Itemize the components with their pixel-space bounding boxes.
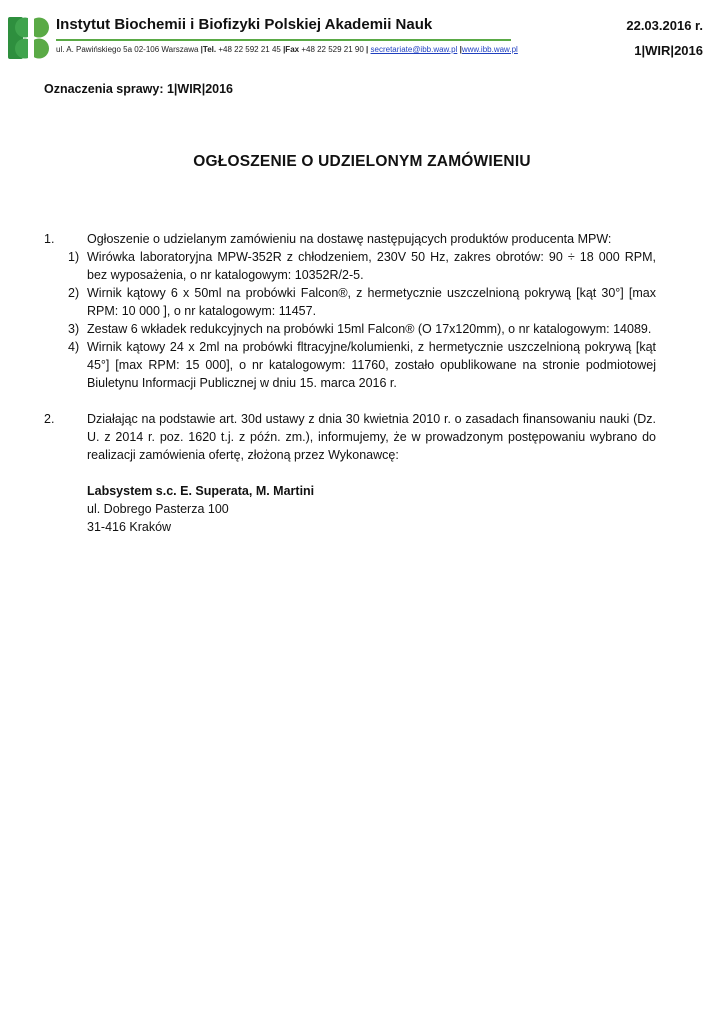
section-2-text: Działając na podstawie art. 30d ustawy z dnia 30 kwietnia 2010 r. o zasadach finansowaniu nauki (Dz. U. z 2014 r. poz. 1620 t.j. z późn. zm.), informujemy, że w prowadzonym postępowaniu wybrano do realizacji zamówienia ofertę, złożoną przez Wykonawcę: — [87, 412, 656, 462]
tel-value: +48 22 592 21 45 — [216, 45, 284, 54]
contact-line — [56, 45, 518, 54]
document-reference: 1|WIR|2016 — [634, 43, 703, 58]
page-title: OGŁOSZENIE O UDZIELONYM ZAMÓWIENIU — [193, 153, 531, 170]
list-item-number: 4) — [68, 340, 80, 354]
list-item-number: 2) — [68, 286, 80, 300]
ibb-logo-icon — [8, 17, 52, 59]
section-number: 2. — [44, 412, 55, 426]
website-link[interactable]: www.ibb.waw.pl — [461, 45, 518, 54]
list-item-text: Wirnik kątowy 6 x 50ml na probówki Falcon®, z hermetycznie uszczelnioną pokrywą [kąt 30°] [max RPM: 10 000 ], o nr katalogowym: 11457. — [87, 286, 656, 318]
separator: | — [366, 45, 371, 54]
product-list — [44, 248, 656, 392]
contractor-address — [87, 482, 656, 536]
section-number: 1. — [44, 232, 55, 246]
document-body — [44, 230, 656, 536]
contractor-name: Labsystem s.c. E. Superata, M. Martini — [87, 484, 315, 498]
email-link[interactable]: secretariate@ibb.waw.pl — [370, 45, 458, 54]
fax-value: +48 22 529 21 90 — [299, 45, 367, 54]
document-date: 22.03.2016 r. — [626, 18, 703, 33]
list-item-text: Wirówka laboratoryjna MPW-352R z chłodzeniem, 230V 50 Hz, zakres obrotów: 90 ÷ 18 000 RPM, bez wyposażenia, o nr katalogowym: 10352R/2-5. — [87, 250, 656, 282]
separator-2: | — [457, 45, 462, 54]
case-reference: Oznaczenia sprawy: 1|WIR|2016 — [44, 82, 234, 96]
list-item — [44, 248, 656, 284]
header-divider — [56, 39, 511, 41]
list-item-text: Wirnik kątowy 24 x 2ml na probówki fltracyjne/kolumienki, z hermetycznie uszczelnioną pokrywą [kąt 45°] [max RPM: 15 000], o nr katalogowym: 11760, zostało opublikowane na stronie podmiotowej Biuletynu Informacji Publicznej w dniu 15. marca 2016 r. — [87, 340, 656, 390]
fax-label: |Fax — [283, 45, 300, 54]
list-item — [44, 284, 656, 320]
list-item — [44, 338, 656, 392]
section-1-intro: Ogłoszenie o udzielanym zamówieniu na dostawę następujących produktów producenta MPW: — [87, 232, 612, 246]
tel-label: |Tel. — [200, 45, 217, 54]
section-1 — [44, 230, 656, 248]
list-item-number: 3) — [68, 322, 80, 336]
address: ul. A. Pawińskiego 5a 02-106 Warszawa — [56, 45, 201, 54]
contractor-city: 31-416 Kraków — [87, 520, 172, 534]
section-2 — [44, 410, 656, 464]
contractor-street: ul. Dobrego Pasterza 100 — [87, 502, 229, 516]
institute-name: Instytut Biochemii i Biofizyki Polskiej Akademii Nauk — [56, 16, 433, 33]
list-item — [44, 320, 656, 338]
list-item-text: Zestaw 6 wkładek redukcyjnych na probówki 15ml Falcon® (O 17x120mm), o nr katalogowym: 14089. — [87, 322, 652, 336]
list-item-number: 1) — [68, 250, 80, 264]
